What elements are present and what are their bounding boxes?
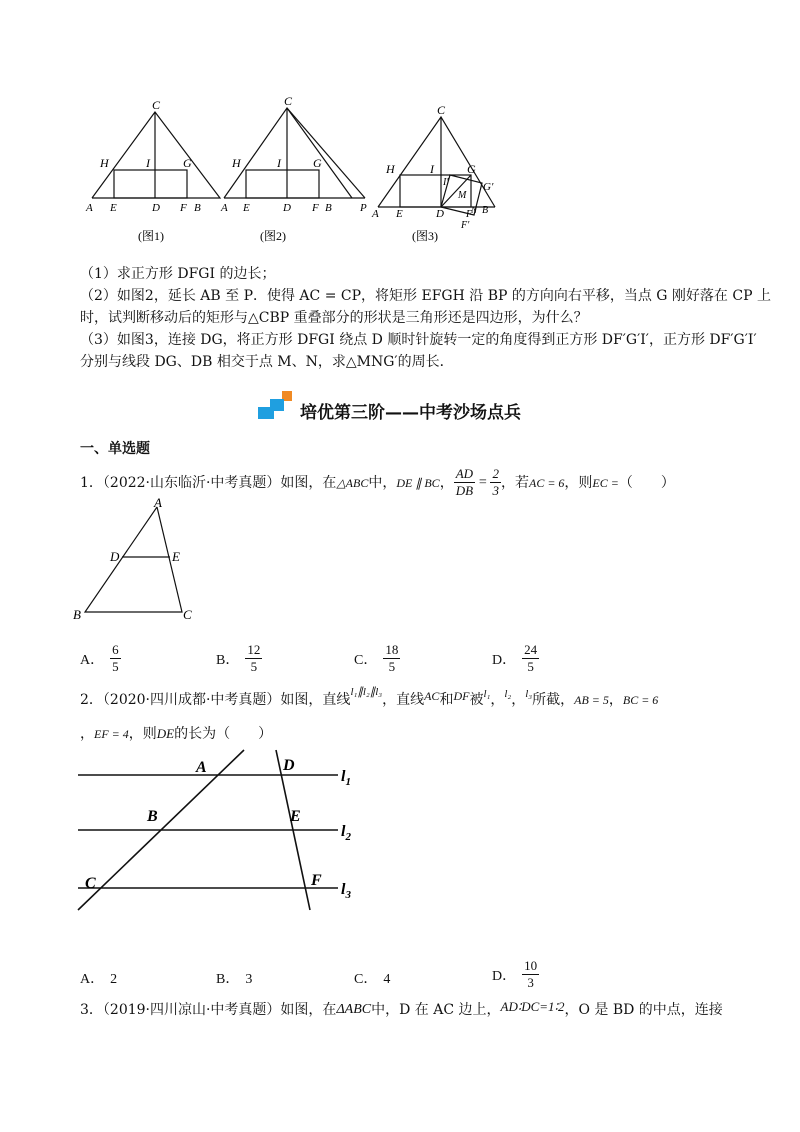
fig2-label-P: P bbox=[360, 202, 367, 214]
figure-2 bbox=[224, 108, 365, 198]
q2-l2: l₂ bbox=[504, 688, 512, 700]
fig2-label-G: G bbox=[313, 156, 322, 170]
fig3-caption: (图3) bbox=[412, 229, 438, 243]
q-prev-part1: （1）求正方形 DFGI 的边长； bbox=[80, 266, 276, 282]
figure-1 bbox=[92, 112, 220, 198]
q3-ratio: AD∶DC=1∶2 bbox=[500, 999, 565, 1014]
q2-cut: 所截， bbox=[532, 692, 575, 708]
q1-option-b-den: 5 bbox=[250, 659, 258, 674]
q-prev-part2-cont: 时，试判断移动后的矩形与△CBP 重叠部分的形状是三角形还是四边形，为什么？ bbox=[80, 310, 588, 326]
q2-option-b-text: 3 bbox=[245, 972, 253, 987]
q1-equals: = bbox=[478, 474, 488, 490]
q2-option-d-letter: D． bbox=[492, 968, 517, 984]
q1-option-d-num: 24 bbox=[524, 642, 538, 657]
fig3-label-I: I bbox=[430, 162, 434, 176]
q1-mid1: 中， bbox=[368, 474, 397, 491]
fig1-label-H: H bbox=[100, 156, 109, 170]
fig3-label-Gp: G′ bbox=[483, 181, 494, 193]
q3-triangle: ΔABC bbox=[336, 1002, 372, 1017]
q1-fig-D: D bbox=[110, 549, 120, 564]
q2-l1: l₁ bbox=[483, 688, 491, 700]
fig1-label-F: F bbox=[180, 202, 187, 214]
q1-comma: ， bbox=[439, 474, 454, 491]
q2-option-d-den: 3 bbox=[527, 975, 534, 990]
q1-mid3: ，则 bbox=[564, 474, 593, 491]
q1-ratio-fraction bbox=[454, 466, 475, 499]
q1-triangle: △ABC bbox=[336, 475, 369, 490]
q2-option-d-fraction bbox=[522, 958, 539, 991]
fig2-label-F: F bbox=[312, 202, 319, 214]
q2-stem-line1: 2．（2020·四川成都·中考真题）如图，直线 l₁∥l₂∥l₃ ，直线 AC 和 DF 被 l₁ ， l₂ ， l₃ 所截， AB = 5 ， BC = 6 bbox=[80, 690, 658, 710]
q2-fig-l1: $l_1$ bbox=[341, 768, 351, 788]
q2-fig-B: B bbox=[147, 808, 158, 825]
fig2-label-H: H bbox=[232, 156, 241, 170]
fig1-label-B: B bbox=[194, 202, 201, 214]
q2-fig-D: D bbox=[283, 757, 295, 774]
q2-fig-C: C bbox=[85, 875, 96, 892]
q1-value-num: 2 bbox=[492, 466, 499, 481]
q1-mid2: ，若 bbox=[500, 474, 529, 491]
q1-option-c-den: 5 bbox=[388, 659, 396, 674]
q1-fig-E: E bbox=[172, 549, 180, 564]
q2-parallel-lines: l₁∥l₂∥l₃ bbox=[350, 686, 383, 698]
fig3-label-A: A bbox=[372, 208, 379, 220]
q1-ratio-den: DB bbox=[455, 483, 474, 498]
section-title: 一、单选题 bbox=[80, 441, 150, 457]
q1-option-d-letter: D． bbox=[492, 652, 517, 668]
q2-stem-line2 bbox=[80, 724, 272, 744]
q1-option-c-num: 18 bbox=[385, 642, 399, 657]
q3-suffix: ，O 是 BD 的中点，连接 bbox=[564, 1002, 723, 1018]
q2-option-a-letter: A． bbox=[80, 972, 105, 987]
fig2-caption: (图2) bbox=[260, 229, 286, 243]
q2-option-c-text: 4 bbox=[383, 972, 391, 987]
q2-option-a[interactable] bbox=[80, 968, 117, 988]
fig3-label-M: M bbox=[458, 190, 467, 201]
q1-option-a-num: 6 bbox=[112, 642, 119, 657]
q1-option-a[interactable] bbox=[80, 642, 121, 675]
fig3-label-H: H bbox=[386, 162, 395, 176]
q2-option-a-text: 2 bbox=[110, 972, 118, 987]
fig3-label-Ip: I′ bbox=[443, 177, 449, 188]
q2-option-b[interactable] bbox=[216, 968, 252, 988]
q1-ratio-num: AD bbox=[455, 466, 474, 481]
q2-option-d[interactable] bbox=[492, 958, 539, 991]
q1-option-b-fraction bbox=[245, 642, 262, 675]
q1-option-d-fraction bbox=[522, 642, 539, 675]
top-figures bbox=[80, 95, 520, 255]
q1-option-d-den: 5 bbox=[527, 659, 534, 674]
q1-fig-A: A bbox=[154, 495, 162, 510]
fig2-label-E: E bbox=[243, 202, 250, 214]
fig1-label-C: C bbox=[152, 98, 161, 112]
fig1-label-I: I bbox=[146, 156, 150, 170]
banner-icon bbox=[258, 391, 298, 419]
q2-line2-b: ，则 bbox=[128, 726, 157, 742]
q1-option-b[interactable] bbox=[216, 642, 262, 675]
q1-option-b-letter: B． bbox=[216, 652, 240, 668]
fig3-label-D: D bbox=[436, 208, 444, 220]
q1-parallel: DE ∥ BC bbox=[396, 475, 440, 490]
q3-prefix: 3．（2019·四川凉山·中考真题）如图，在 bbox=[80, 1002, 337, 1018]
q1-option-c-fraction bbox=[383, 642, 400, 675]
q1-option-b-num: 12 bbox=[247, 642, 261, 657]
q2-df: DF bbox=[453, 689, 470, 703]
fig1-label-G: G bbox=[183, 156, 192, 170]
q2-ab: AB = 5 bbox=[574, 693, 609, 707]
figure-3 bbox=[378, 117, 495, 215]
q2-fig-l3: $l_3$ bbox=[341, 881, 351, 901]
q1-ec: EC = bbox=[592, 475, 619, 490]
q2-option-d-num: 10 bbox=[524, 958, 538, 973]
fig2-label-I: I bbox=[277, 156, 281, 170]
q2-fig-l2: $l_2$ bbox=[341, 823, 351, 843]
fig1-label-D: D bbox=[152, 202, 160, 214]
q1-option-a-letter: A． bbox=[80, 652, 105, 668]
q2-fig-A: A bbox=[196, 759, 207, 776]
q2-fig-E: E bbox=[290, 808, 301, 825]
q2-bc: BC = 6 bbox=[622, 693, 659, 707]
q1-figure bbox=[70, 495, 200, 625]
fig3-label-B: B bbox=[482, 205, 489, 216]
fig3-label-G: G bbox=[467, 162, 476, 176]
q2-and: 和 bbox=[439, 692, 454, 708]
q2-fig-F: F bbox=[311, 872, 322, 889]
banner-title: 培优第三阶——中考沙场点兵 bbox=[300, 403, 521, 423]
q-prev-part3: （3）如图3，连接 DG，将正方形 DFGI 绕点 D 顺时针旋转一定的角度得到正方形 DF′G′I′，正方形 DF′G′I′ bbox=[80, 332, 757, 348]
q-prev-part3-cont: 分别与线段 DG、DB 相交于点 M、N，求△MNG′的周长． bbox=[80, 354, 454, 370]
q2-l3: l₃ bbox=[525, 688, 533, 700]
q1-paren: （ ） bbox=[618, 474, 675, 491]
q1-option-c[interactable] bbox=[354, 642, 400, 675]
fig2-label-D: D bbox=[283, 202, 291, 214]
q3-stem bbox=[80, 1000, 723, 1020]
q2-line2-a: ， bbox=[80, 726, 94, 742]
fig3-label-C: C bbox=[437, 103, 446, 117]
q1-fig-B: B bbox=[73, 607, 81, 622]
q1-ac: AC = 6 bbox=[528, 475, 565, 490]
q2-option-c-letter: C． bbox=[354, 972, 378, 987]
fig3-label-F: F bbox=[466, 209, 473, 220]
q3-mid: 中，D 在 AC 边上， bbox=[371, 1002, 501, 1018]
q1-fig-C: C bbox=[183, 607, 192, 622]
q1-option-a-den: 5 bbox=[112, 659, 119, 674]
fig1-caption: (图1) bbox=[138, 229, 164, 243]
q1-value-fraction bbox=[490, 466, 501, 499]
q2-line2-c: 的长为（ ） bbox=[174, 726, 273, 742]
fig3-label-N: N bbox=[471, 205, 478, 215]
q2-ef: EF = 4 bbox=[94, 727, 129, 741]
q2-ac: AC bbox=[424, 689, 440, 703]
q1-prefix: 1．（2022·山东临沂·中考真题）如图，在 bbox=[80, 474, 337, 491]
q2-prefix: 2．（2020·四川成都·中考真题）如图，直线 bbox=[80, 692, 351, 708]
q1-value-den: 3 bbox=[492, 483, 499, 498]
q2-figure bbox=[70, 748, 370, 918]
q-prev-part2: （2）如图2，延长 AB 至 P．使得 AC = CP，将矩形 EFGH 沿 BP 的方向向右平移，当点 G 刚好落在 CP 上 bbox=[80, 288, 771, 304]
q2-option-c[interactable] bbox=[354, 968, 390, 988]
fig1-label-A: A bbox=[86, 202, 93, 214]
fig2-label-C: C bbox=[284, 95, 293, 108]
q2-de: DE bbox=[156, 726, 175, 741]
fig3-label-E: E bbox=[396, 208, 403, 220]
q2-by: 被 bbox=[469, 692, 484, 708]
q1-option-d[interactable] bbox=[492, 642, 539, 675]
q1-option-a-fraction bbox=[110, 642, 121, 675]
fig2-label-A: A bbox=[221, 202, 228, 214]
q2-mid1: ，直线 bbox=[382, 692, 425, 708]
q2-option-b-letter: B． bbox=[216, 972, 240, 987]
fig1-label-E: E bbox=[110, 202, 117, 214]
fig2-label-B: B bbox=[325, 202, 332, 214]
fig3-label-Fp: F′ bbox=[461, 220, 470, 231]
q1-option-c-letter: C． bbox=[354, 652, 378, 668]
